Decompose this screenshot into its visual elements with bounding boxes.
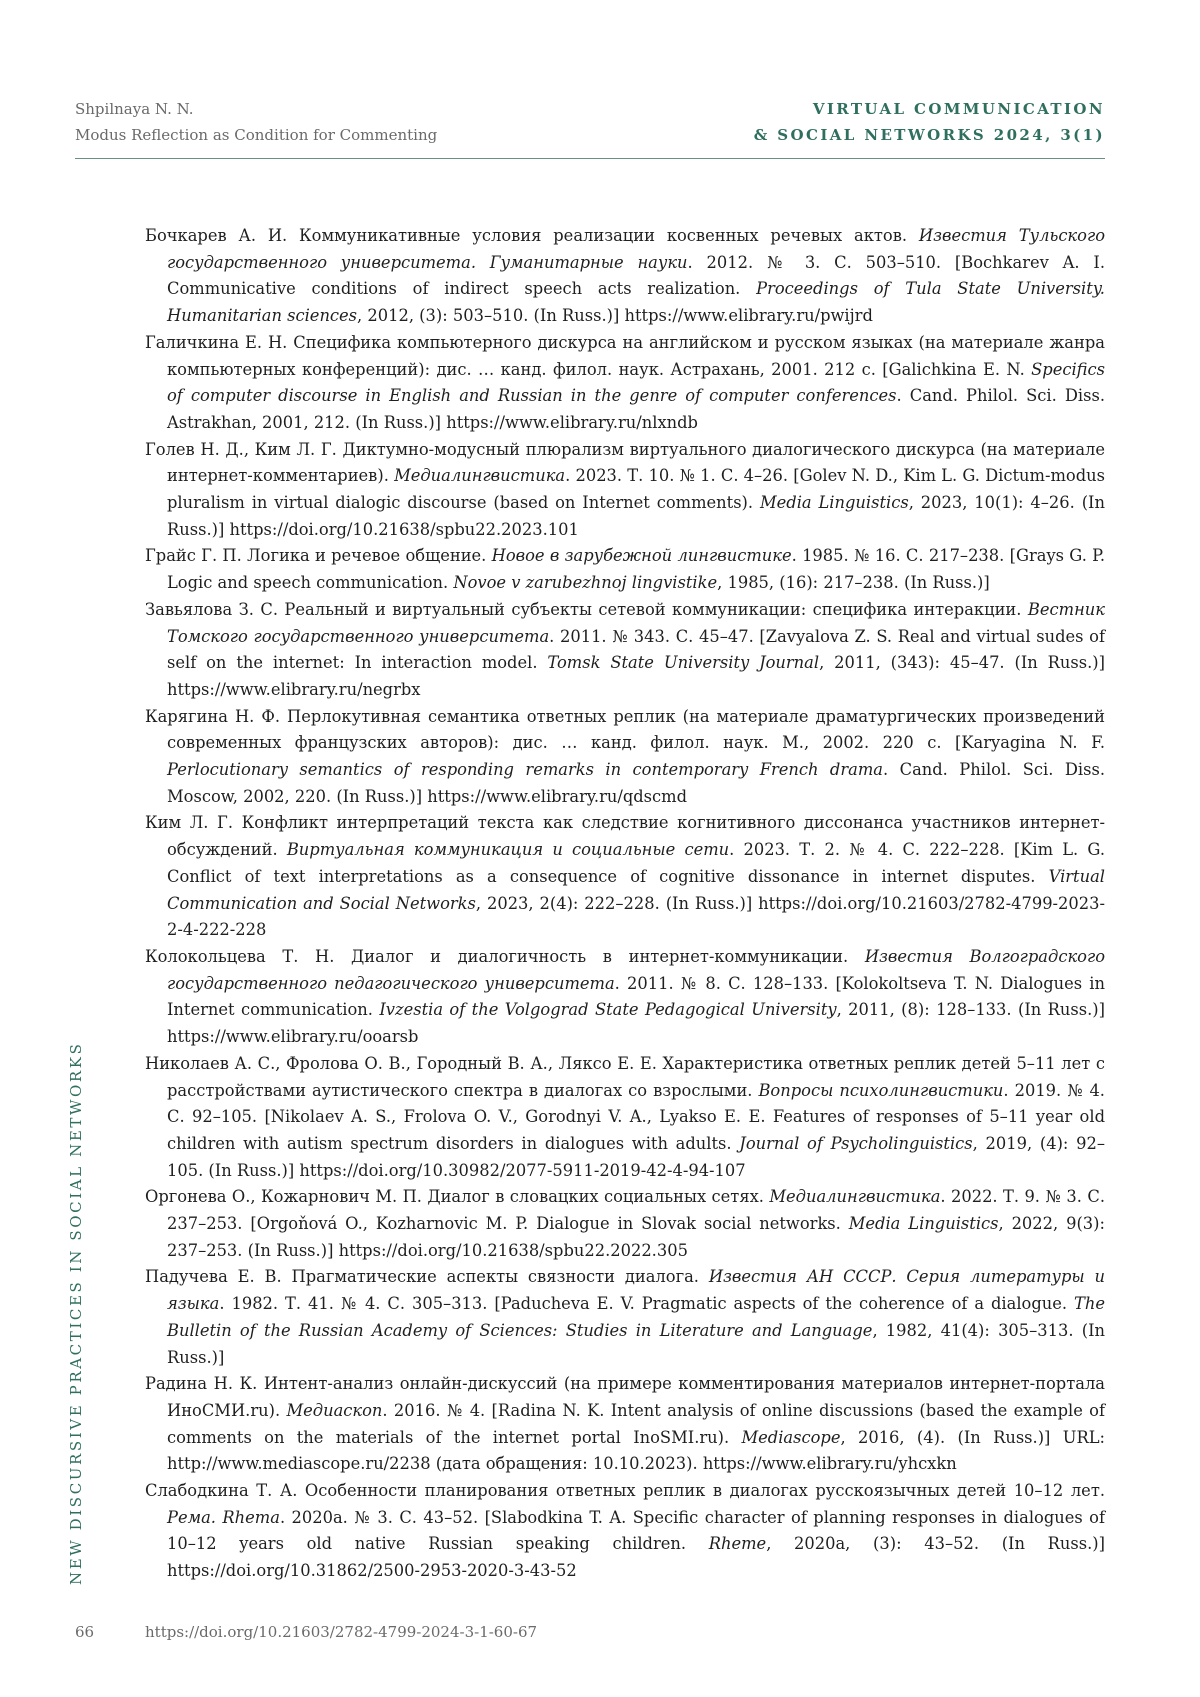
reference-item: Завьялова З. С. Реальный и виртуальный субъекты сетевой коммуникации: специфика интеракции. Вестник Томского государственного университета. 2011. № 343. С. 45–47. [Zavyalova Z. S. Real and virtual sudes of self on the internet: In interaction model. Tomsk State University Journal, 2011, (343): 45–47. (In Russ.)] https://www.elibrary.ru/negrbx xyxy=(145,599,1106,699)
article-doi-link[interactable]: https://doi.org/10.21603/2782-4799-2024-3-1-60-67 xyxy=(145,1623,538,1641)
running-header xyxy=(75,96,1105,159)
reference-item: Галичкина Е. Н. Специфика компьютерного дискурса на английском и русском языках (на материале жанра компьютерных конференций): дис. … канд. филол. наук. Астрахань, 2001. 212 с. [Galichkina E. N. Specifics of computer discourse in English and Russian in the genre of computer conferences. Cand. Philol. Sci. Diss. Astrakhan, 2001, 212. (In Russ.)] https://www.elibrary.ru/nlxndb xyxy=(145,332,1105,432)
reference-list xyxy=(145,223,1105,1585)
journal-line-1: VIRTUAL COMMUNICATION xyxy=(812,100,1105,118)
reference-item: Бочкарев А. И. Коммуникативные условия реализации косвенных речевых актов. Известия Тульского государственного университета. Гуманитарные науки. 2012. № 3. С. 503–510. [Bochkarev A. I. Communicative conditions of indirect speech acts realization. Proceedings of Tula State University. Humanitarian sciences, 2012, (3): 503–510. (In Russ.)] https://www.elibrary.ru/pwijrd xyxy=(145,226,1105,326)
article-title: Modus Reflection as Condition for Commenting xyxy=(75,126,438,144)
reference-item: Карягина Н. Ф. Перлокутивная семантика ответных реплик (на материале драматургических произведений современных французских авторов): дис. … канд. филол. наук. М., 2002. 220 с. [Karyagina N. F. Perlocutionary semantics of responding remarks in contemporary French drama. Cand. Philol. Sci. Diss. Moscow, 2002, 220. (In Russ.)] https://www.elibrary.ru/qdscmd xyxy=(145,706,1106,806)
reference-item: Падучева Е. В. Прагматические аспекты связности диалога. Известия АН СССР. Серия литературы и языка. 1982. Т. 41. № 4. С. 305–313. [Paducheva E. V. Pragmatic aspects of the coherence of a dialogue. The Bulletin of the Russian Academy of Sciences: Studies in Literature and Language, 1982, 41(4): 305–313. (In Russ.)] xyxy=(145,1267,1106,1367)
reference-item: Голев Н. Д., Ким Л. Г. Диктумно-модусный плюрализм виртуального диалогического дискурса (на материале интернет-комментариев). Медиалингвистика. 2023. Т. 10. № 1. С. 4–26. [Golev N. D., Kim L. G. Dictum-modus pluralism in virtual dialogic discourse (based on Internet comments). Media Linguistics, 2023, 10(1): 4–26. (In Russ.)] https://doi.org/10.21638/spbu22.2023.101 xyxy=(145,439,1105,539)
journal-line-2: & SOCIAL NETWORKS 2024, 3(1) xyxy=(753,126,1105,144)
reference-item: Грайс Г. П. Логика и речевое общение. Новое в зарубежной лингвистике. 1985. № 16. С. 217–238. [Grays G. P. Logic and speech communication. Novoe v zarubezhnoj lingvistike, 1985, (16): 217–238. (In Russ.)] xyxy=(145,546,1105,593)
reference-item: Слабодкина Т. А. Особенности планирования ответных реплик в диалогах русскоязычных детей 10–12 лет. Рема. Rhema. 2020a. № 3. С. 43–52. [Slabodkina T. A. Specific character of planning responses in dialogues of 10–12 years old native Russian speaking children. Rheme, 2020a, (3): 43–52. (In Russ.)] https://doi.org/10.31862/2500-2953-2020-3-43-52 xyxy=(145,1481,1105,1581)
header-left xyxy=(75,96,437,148)
reference-item: Радина Н. К. Интент-анализ онлайн-дискуссий (на примере комментирования материалов интернет-портала ИноСМИ.ru). Медиаскоп. 2016. № 4. [Radina N. K. Intent analysis of online discussions (based the example of comments on the materials of the internet portal InoSMI.ru). Mediascope, 2016, (4). (In Russ.)] URL: http://www.mediascope.ru/2238 (дата обращения: 10.10.2023). https://www.elibrary.ru/yhcxkn xyxy=(145,1374,1106,1474)
author-name: Shpilnaya N. N. xyxy=(75,100,194,118)
journal-name xyxy=(754,96,1105,148)
reference-item: Колокольцева Т. Н. Диалог и диалогичность в интернет-коммуникации. Известия Волгоградского государственного педагогического университета. 2011. № 8. С. 128–133. [Kolokoltseva T. N. Dialogues in Internet communication. Ivzestia of the Volgograd State Pedagogical University, 2011, (8): 128–133. (In Russ.)] https://www.elibrary.ru/ooarsb xyxy=(145,946,1106,1047)
reference-item: Николаев А. С., Фролова О. В., Городный В. А., Ляксо Е. Е. Характеристика ответных реплик детей 5–11 лет с расстройствами аутистического спектра в диалогах со взрослыми. Вопросы психолингвистики. 2019. № 4. С. 92–105. [Nikolaev A. S., Frolova O. V., Gorodnyi V. A., Lyakso E. E. Features of responses of 5–11 year old children with autism spectrum disorders in dialogues with adults. Journal of Psycholinguistics, 2019, (4): 92–105. (In Russ.)] https://doi.org/10.30982/2077-5911-2019-42-4-94-107 xyxy=(145,1053,1105,1180)
reference-item: Ким Л. Г. Конфликт интерпретаций текста как следствие когнитивного диссонанса участников интернет-обсуждений. Виртуальная коммуникация и социальные сети. 2023. Т. 2. № 4. С. 222–228. [Kim L. G. Conflict of text interpretations as a consequence of cognitive dissonance in internet disputes. Virtual Communication and Social Networks, 2023, 2(4): 222–228. (In Russ.)] https://doi.org/10.21603/2782-4799-2023-2-4-222-228 xyxy=(145,813,1105,940)
section-side-label: NEW DISCURSIVE PRACTICES IN SOCIAL NETWORKS xyxy=(67,1041,85,1585)
reference-item: Оргонева О., Кожарнович М. П. Диалог в словацких социальных сетях. Медиалингвистика. 2022. Т. 9. № 3. С. 237–253. [Orgoňová O., Kozharnovic M. P. Dialogue in Slovak social networks. Media Linguistics, 2022, 9(3): 237–253. (In Russ.)] https://doi.org/10.21638/spbu22.2022.305 xyxy=(145,1187,1105,1260)
page-number: 66 xyxy=(75,1623,95,1641)
